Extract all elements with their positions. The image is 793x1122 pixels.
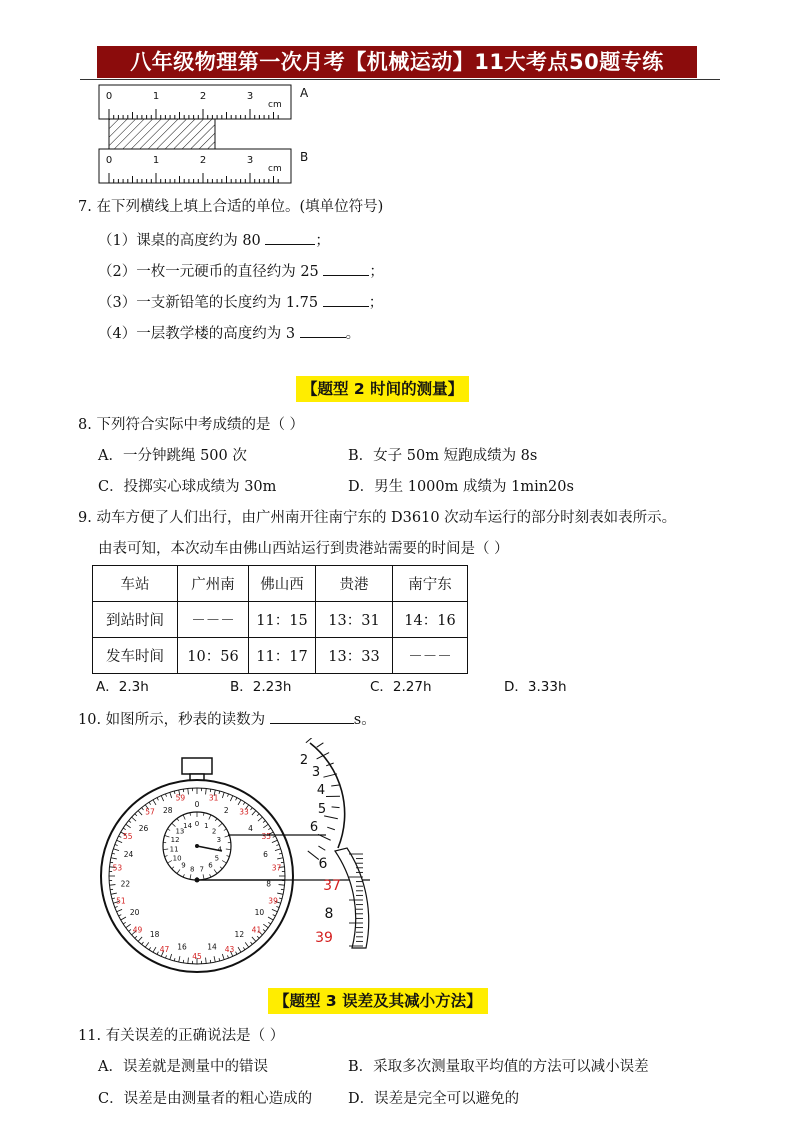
second-number-red: 51 — [116, 896, 126, 906]
q7-item-1-text: （1）课桌的高度约为 80 — [98, 233, 261, 249]
second-hand-pivot — [195, 878, 200, 883]
minute-number: 4 — [217, 845, 223, 854]
q7-item-2-text: （2）一枚一元硬币的直径约为 25 — [98, 264, 319, 280]
second-number-red: 45 — [192, 952, 202, 961]
second-number-red: 39 — [268, 896, 278, 906]
second-number-red: 35 — [261, 832, 272, 841]
ruler-b-unit: cm — [268, 164, 282, 174]
minute-zoom-tick — [332, 807, 340, 808]
second-number: 28 — [162, 806, 173, 816]
second-number-red: 33 — [239, 807, 249, 817]
q7-item-3-text: （3）一支新铅笔的长度约为 1.75 — [98, 295, 319, 311]
q8-option-c[interactable]: C．投掷实心球成绩为 30m — [98, 479, 277, 495]
page-title: 八年级物理第一次月考【机械运动】11大考点50题专练 — [97, 46, 697, 78]
q8-option-a[interactable]: A．一分钟跳绳 500 次 — [98, 448, 247, 464]
q7-item-1-blank[interactable] — [265, 230, 315, 245]
q7-item-2-end: ； — [369, 264, 384, 280]
second-number-red: 47 — [159, 945, 170, 955]
timetable-header-row — [93, 566, 468, 602]
q11-option-c[interactable]: C．误差是由测量者的粗心造成的 — [98, 1091, 313, 1107]
second-number: 18 — [149, 930, 160, 940]
minute-zoom-tick — [308, 851, 319, 860]
q9-option-d[interactable]: D．3.33h — [504, 679, 567, 695]
second-number: 20 — [129, 908, 140, 917]
second-number-red: 53 — [112, 863, 123, 873]
q7-item-4-text: （4）一层教学楼的高度约为 3 — [98, 326, 296, 342]
second-number: 10 — [254, 908, 265, 917]
stopwatch-figure — [90, 738, 380, 978]
ruler-b-tick-label: 3 — [246, 155, 254, 166]
q8-option-d[interactable]: D．男生 1000m 成绩为 1min20s — [348, 479, 574, 495]
q7-item-4 — [98, 323, 360, 343]
second-number: 2 — [223, 806, 229, 816]
minute-zoom-number: 3 — [311, 765, 321, 780]
second-number-red: 59 — [175, 793, 186, 803]
q11-option-d[interactable]: D．误差是完全可以避免的 — [348, 1091, 520, 1107]
minute-zoom-tick — [324, 816, 338, 819]
minute-zoom-number: 5 — [317, 802, 327, 817]
minute-zoom-number: 6 — [309, 820, 319, 835]
q9-option-a[interactable]: A．2.3h — [96, 679, 149, 695]
q9-option-b[interactable]: B．2.23h — [230, 679, 292, 695]
minute-number: 2 — [211, 827, 217, 836]
minute-number: 13 — [175, 827, 185, 836]
second-zoom-numbers — [315, 856, 341, 946]
minute-zoom-tick — [318, 846, 325, 850]
minute-number: 3 — [216, 835, 222, 844]
second-number-red: 37 — [271, 863, 282, 873]
second-number: 14 — [207, 942, 217, 952]
minute-number: 1 — [204, 821, 209, 830]
minute-zoom-tick — [331, 785, 339, 786]
q9-line-1: 9. 动车方便了人们出行，由广州南开往南宁东的 D3610 次动车运行的部分时刻表如表所示。 — [78, 510, 677, 526]
minute-zoom-tick — [317, 753, 329, 759]
timetable-cell: 10：56 — [178, 638, 249, 674]
minute-zoom-tick — [323, 774, 337, 777]
second-number: 16 — [177, 942, 187, 952]
section-3-title: 【题型 3 误差及其减小方法】 — [268, 988, 488, 1014]
second-number-red: 49 — [132, 925, 143, 935]
minute-number: 8 — [189, 865, 195, 874]
minute-number: 10 — [172, 854, 182, 863]
second-number: 26 — [138, 823, 149, 833]
second-zoom-number: 39 — [315, 930, 333, 946]
timetable-header-cell: 贵港 — [316, 566, 393, 602]
q7-item-1 — [98, 230, 330, 250]
timetable-cell: 11：15 — [249, 602, 316, 638]
timetable-header-cell: 车站 — [93, 566, 178, 602]
second-number: 8 — [266, 879, 271, 889]
minute-number: 14 — [183, 821, 193, 830]
minute-number: 7 — [199, 865, 205, 874]
second-number: 0 — [194, 800, 200, 809]
minute-number: 6 — [208, 861, 213, 870]
q7-item-2 — [98, 261, 384, 281]
timetable-cell: 13：31 — [316, 602, 393, 638]
q10-blank[interactable] — [270, 709, 354, 724]
timetable-cell: 11：17 — [249, 638, 316, 674]
second-number: 12 — [234, 930, 245, 940]
q9-option-c[interactable]: C．2.27h — [370, 679, 432, 695]
q8-option-b[interactable]: B．女子 50m 短跑成绩为 8s — [348, 448, 538, 464]
timetable-cell: －－－ — [178, 602, 249, 638]
q7-item-4-blank[interactable] — [300, 323, 346, 338]
ruler-b-tick-label: 2 — [199, 155, 207, 166]
q11-stem: 11. 有关误差的正确说法是（ ） — [78, 1028, 285, 1044]
ruler-a-tick-label: 2 — [199, 91, 207, 102]
minute-dial-center — [195, 844, 199, 848]
minute-number: 0 — [194, 820, 200, 828]
timetable-cell: 13：33 — [316, 638, 393, 674]
second-number-red: 31 — [208, 793, 219, 803]
q10-stem-line — [78, 709, 376, 729]
ruler-a-label: A — [300, 86, 309, 100]
timetable-cell: 发车时间 — [93, 638, 178, 674]
timetable-row — [93, 602, 468, 638]
q7-item-4-end: 。 — [345, 326, 361, 342]
q7-stem: 7. 在下列横线上填上合适的单位。(填单位符号) — [78, 199, 384, 215]
minute-zoom-number: 4 — [316, 783, 326, 798]
q7-item-3 — [98, 292, 383, 312]
header-divider — [80, 79, 720, 80]
minute-zoom-tick — [327, 827, 335, 830]
minute-number: 5 — [214, 854, 220, 863]
ruler-a-unit: cm — [268, 100, 282, 110]
q7-item-1-end: ； — [315, 233, 330, 249]
q7-item-3-end: ； — [368, 295, 384, 311]
minute-zoom-ticks — [306, 738, 340, 860]
ruler-b-tick-label: 1 — [152, 155, 160, 166]
second-number: 24 — [123, 849, 134, 859]
q7-item-3-blank[interactable] — [323, 292, 369, 307]
minute-zoom-number: 2 — [299, 753, 309, 768]
ruler-a — [99, 85, 291, 119]
minute-number: 12 — [170, 835, 180, 844]
q9-line-2: 由表可知，本次动车由佛山西站运行到贵港站需要的时间是（ ） — [98, 541, 509, 557]
timetable — [92, 565, 468, 674]
second-number: 4 — [248, 823, 253, 833]
timetable-header-cell: 广州南 — [178, 566, 249, 602]
ruler-b-label: B — [300, 150, 309, 164]
timetable-header-cell: 佛山西 — [249, 566, 316, 602]
minute-number: 11 — [169, 845, 179, 854]
second-zoom-scale — [335, 848, 369, 948]
q8-stem: 8. 下列符合实际中考成绩的是（ ） — [78, 417, 305, 433]
measured-object — [109, 119, 215, 149]
minute-zoom-tick — [306, 738, 317, 743]
q11-option-b[interactable]: B．采取多次测量取平均值的方法可以减小误差 — [348, 1059, 649, 1075]
ruler-b — [99, 149, 291, 183]
stopwatch-crown — [182, 758, 212, 774]
ruler-b-tick-label: 0 — [105, 155, 113, 166]
minute-number: 9 — [181, 861, 186, 870]
section-2-title: 【题型 2 时间的测量】 — [296, 376, 469, 402]
second-number-red: 43 — [224, 945, 235, 955]
q7-item-2-blank[interactable] — [323, 261, 369, 276]
second-number: 22 — [120, 879, 131, 889]
minute-zoom-numbers — [300, 753, 326, 835]
timetable-header-cell: 南宁东 — [393, 566, 468, 602]
second-zoom-number: 8 — [324, 906, 334, 922]
ruler-a-tick-label: 1 — [152, 91, 160, 102]
q10-stem: 10. 如图所示，秒表的读数为 — [78, 712, 266, 728]
second-number-red: 57 — [145, 807, 155, 817]
minute-zoom-tick — [317, 743, 324, 747]
second-zoom-number: 37 — [323, 878, 341, 894]
ruler-figure — [95, 83, 325, 188]
second-number-red: 41 — [251, 925, 262, 935]
timetable-cell: 14：16 — [393, 602, 468, 638]
second-number-red: 55 — [122, 832, 133, 841]
second-number: 6 — [263, 849, 268, 859]
ruler-a-tick-label: 3 — [246, 91, 254, 102]
timetable-row — [93, 638, 468, 674]
q11-option-a[interactable]: A．误差就是测量中的错误 — [98, 1059, 268, 1075]
timetable-cell: 到站时间 — [93, 602, 178, 638]
timetable-cell: －－－ — [393, 638, 468, 674]
ruler-a-tick-label: 0 — [105, 91, 113, 102]
second-zoom-number: 6 — [318, 856, 328, 872]
q10-unit: s。 — [353, 712, 376, 728]
